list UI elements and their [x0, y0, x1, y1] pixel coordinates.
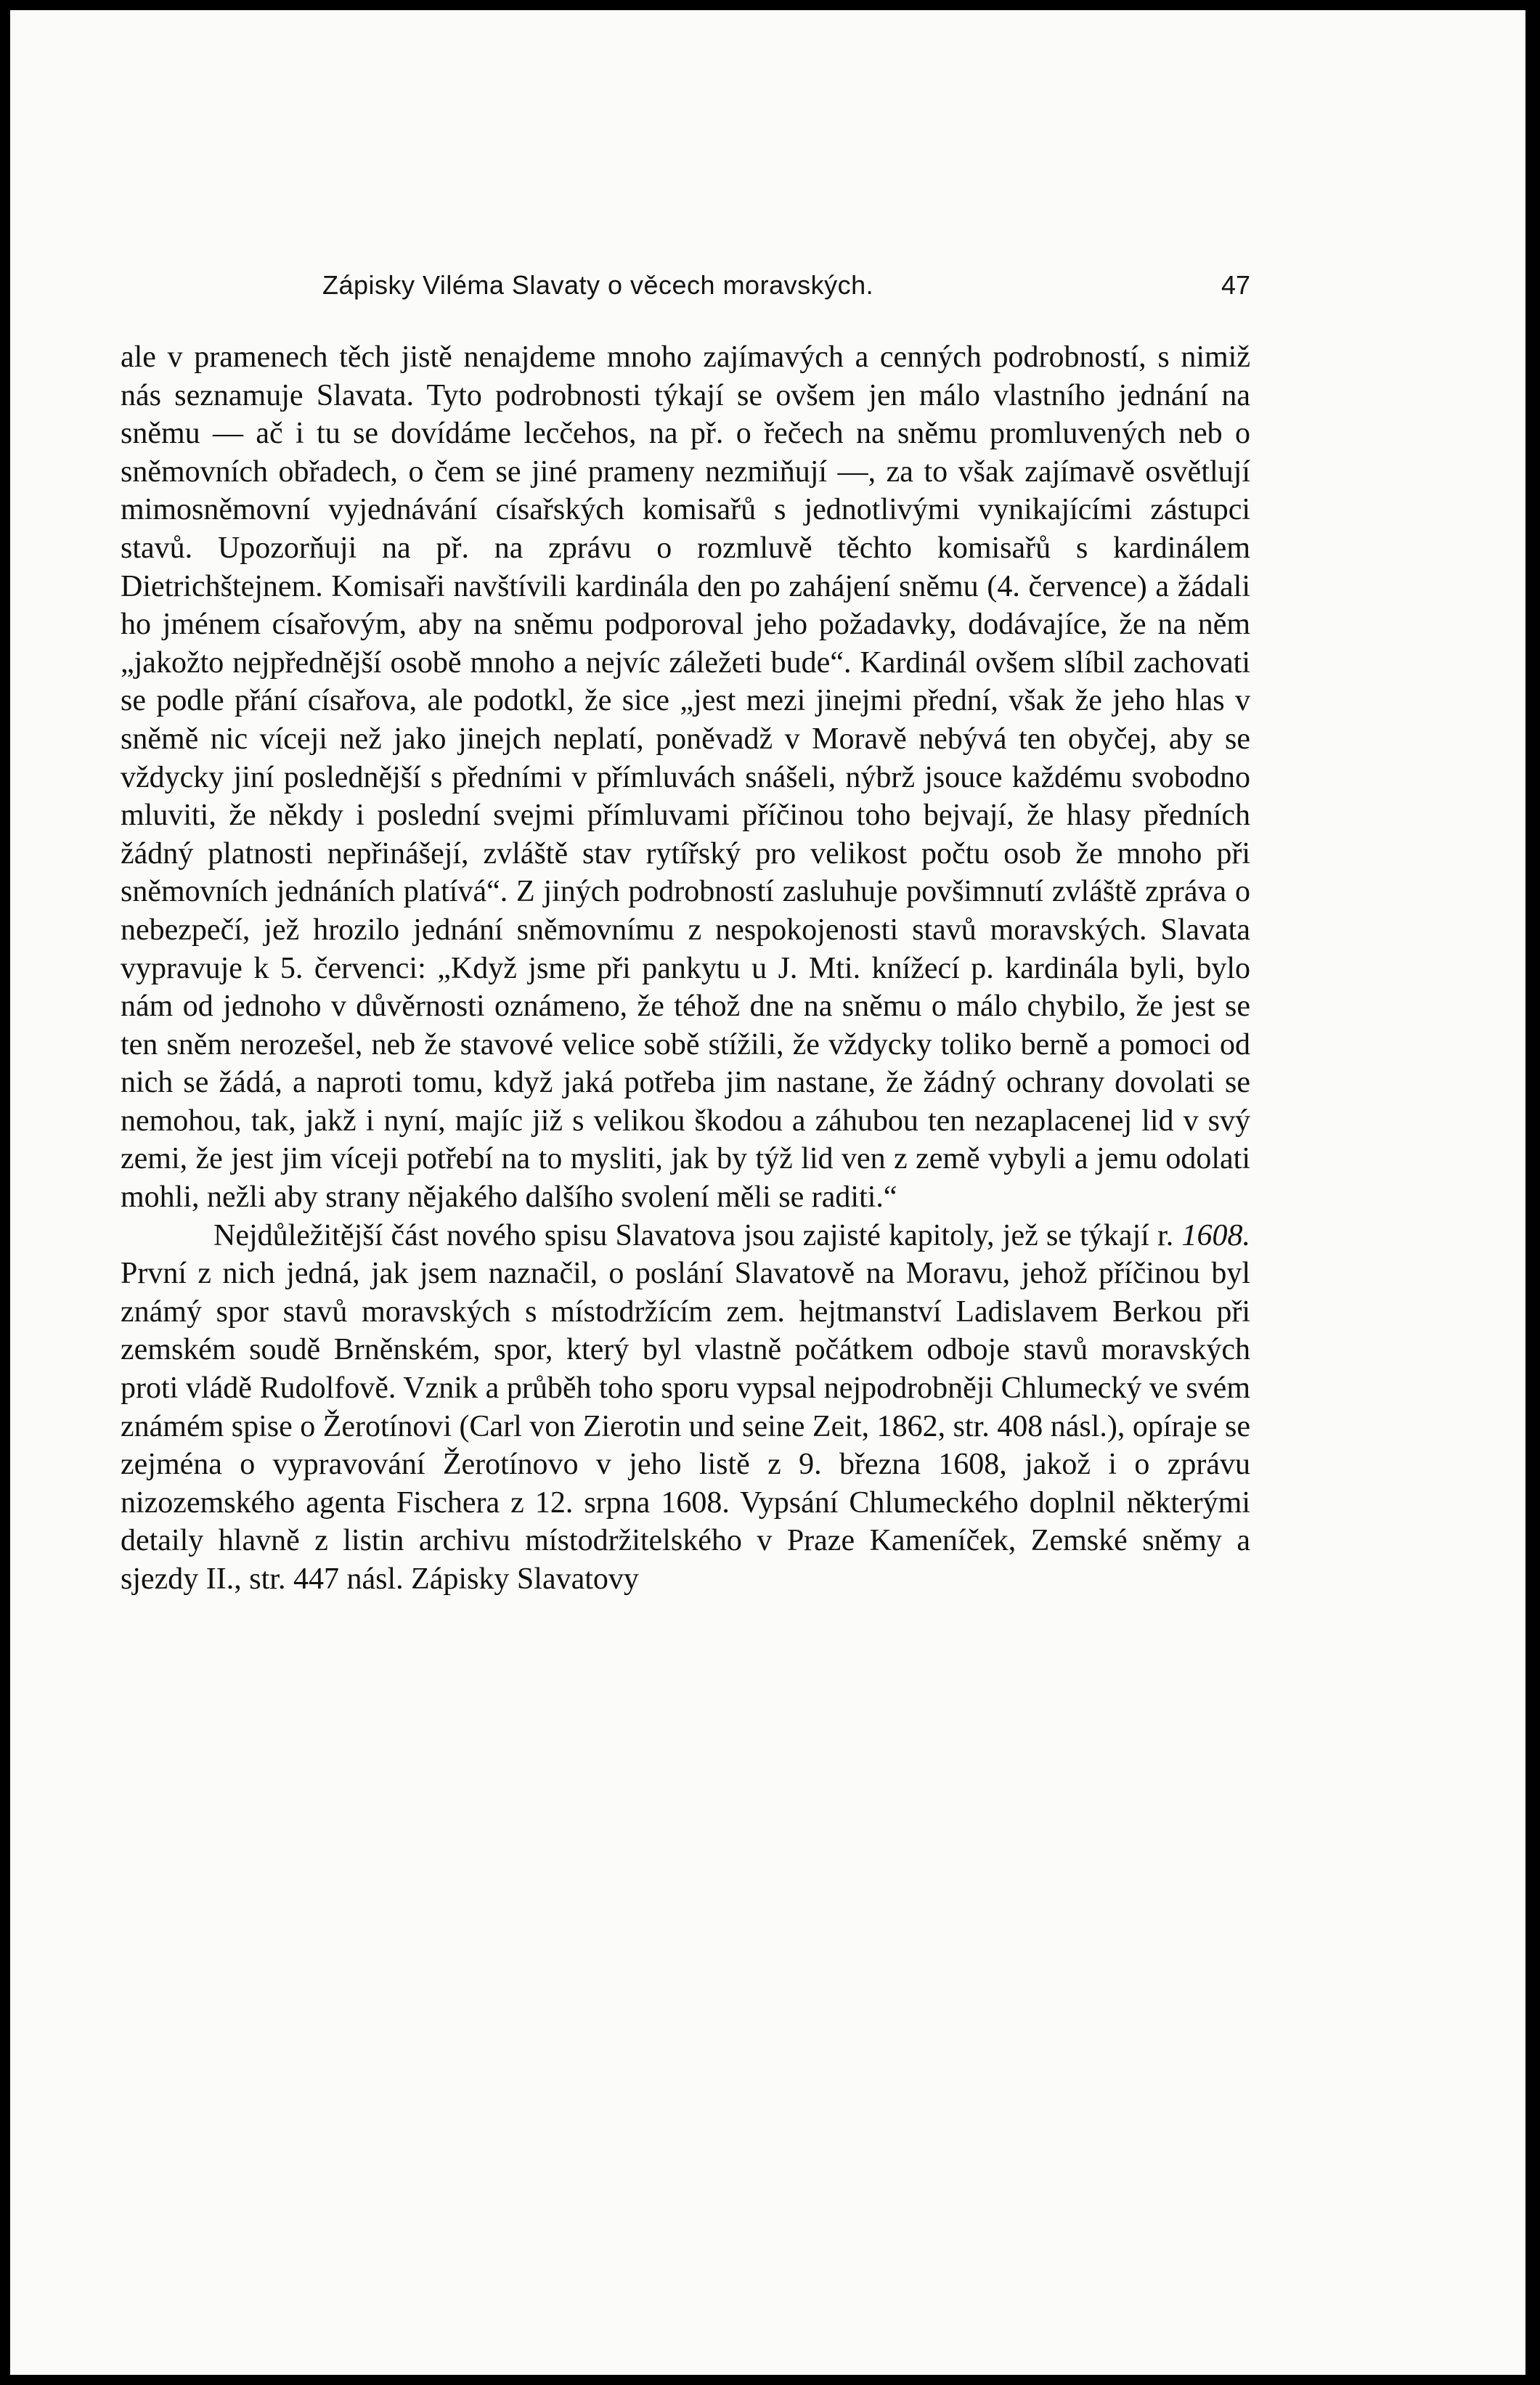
paragraph-2-year: 1608. [1181, 1218, 1250, 1252]
book-page [10, 10, 1525, 2375]
running-title: Zápisky Viléma Slavaty o věcech moravských. [322, 270, 874, 300]
paragraph-1: ale v pramenech těch jistě nenajdeme mnoho zajímavých a cenných podrobností, s nimiž nás seznamuje Slavata. Tyto podrobnosti týkají se ovšem jen málo vlastního jednání na sněmu — ač i tu se dovídáme lecčehos, na př. o řečech na sněmu promluvených neb o sněmovních obřadech, o čem se jiné prameny nezmiňují —, za to však zajímavě osvětlují mimosněmovní vyjednávání císařských komisařů s jednotlivými vynikajícími zástupci stavů. Upozorňuji na př. na zprávu o rozmluvě těchto komisařů s kardinálem Dietrichštejnem. Komisaři navštívili kardinála den po zahájení sněmu (4. července) a žádali ho jménem císařovým, aby na sněmu podporoval jeho požadavky, dodávajíce, že na něm „jakožto nejpřednější osobě mnoho a nejvíc záležeti bude“. Kardinál ovšem slíbil zachovati se podle přání císařova, ale podotkl, že sice „jest mezi jinejmi přední, však že jeho hlas v sněmě nic víceji než jako jinejch neplatí, poněvadž v Moravě nebývá ten obyčej, aby se vždycky jiní poslednější s předními v přímluvách snášeli, nýbrž jsouce každému svobodno mluviti, že někdy i poslední svejmi přímluvami příčinou toho bejvají, že hlasy předních žádný platnosti nepřinášejí, zvláště stav rytířský pro velikost počtu osob že mnoho při sněmovních jednáních platívá“. Z jiných podrobností zasluhuje povšimnutí zvláště zpráva o nebezpečí, jež hrozilo jednání sněmovnímu z nespokojenosti stavů moravských. Slavata vypravuje k 5. červenci: „Když jsme při pankytu u J. Mti. knížecí p. kardinála byli, bylo nám od jednoho v důvěrnosti oznámeno, že téhož dne na sněmu o málo chybilo, že jest se ten sněm nerozešel, neb že stavové velice sobě stížili, že vždycky toliko berně a pomoci od nich se žádá, a naproti tomu, když jaká potřeba jim nastane, že žádný ochrany dovolati se nemohou, tak, jakž i nyní, majíc již s velikou škodou a záhubou ten nezaplacenej lid v svý zemi, že jest jim víceji potřebí na to mysliti, jak by týž lid ven z země vybyli a jemu odolati mohli, nežli aby strany nějakého dalšího svolení měli se raditi.“ [121, 341, 1250, 1215]
body-text [121, 338, 1250, 1599]
page-header [322, 270, 1250, 314]
page-number: 47 [1221, 270, 1250, 300]
paragraph-2 [121, 1217, 1250, 1599]
paragraph-2-text-b: První z nich jedná, jak jsem naznačil, o poslání Slavatově na Moravu, jehož příčinou byl známý spor stavů moravských s místodržícím zem. hejtmanství Ladislavem Berkou při zemském soudě Brněnském, spor, který byl vlastně počátkem odboje stavů moravských proti vládě Rudolfově. Vznik a průběh toho sporu vypsal nejpodrobněji Chlumecký ve svém známém spise o Žerotínovi (Carl von Zierotin und seine Zeit, 1862, str. 408 násl.), opíraje se zejména o vypravování Žerotínovo v jeho listě z 9. března 1608, jakož i o zprávu nizozemského agenta Fischera z 12. srpna 1608. Vypsání Chlumeckého doplnil některými detaily hlavně z listin archivu místodržitelského v Praze Kameníček, Zemské sněmy a sjezdy II., str. 447 násl. Zápisky Slavatovy [121, 1257, 1250, 1596]
paragraph-2-text-a: Nejdůležitější část nového spisu Slavatova jsou zajisté kapitoly, jež se týkají r. [213, 1218, 1182, 1252]
